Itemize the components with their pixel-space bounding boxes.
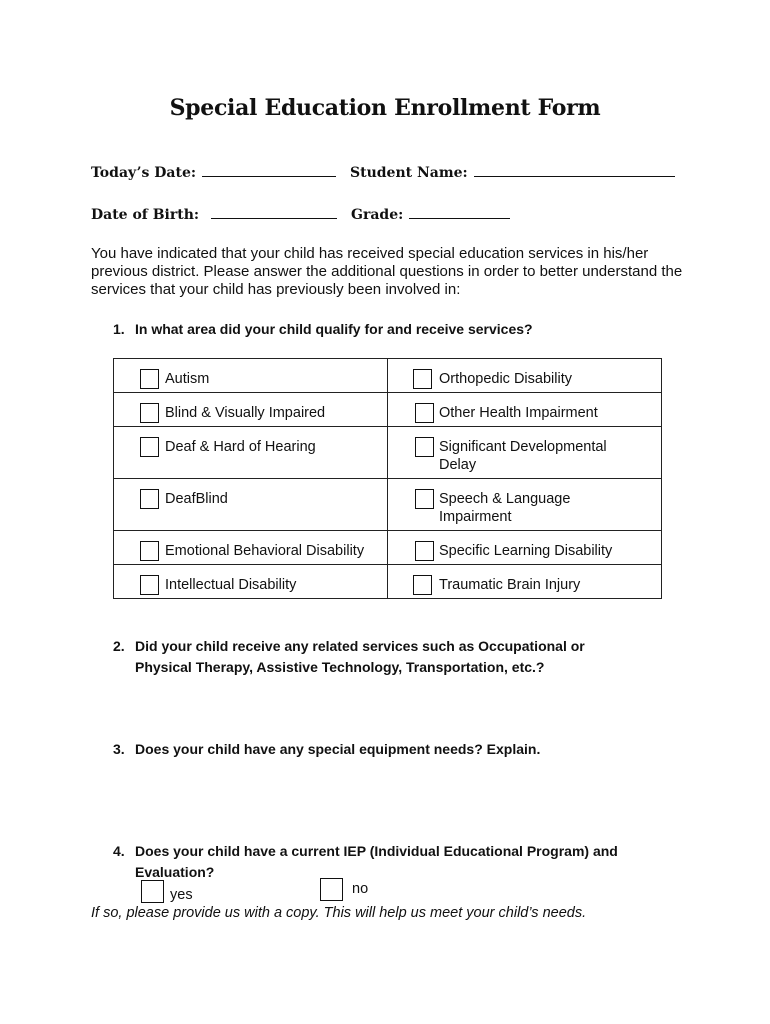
todays-date-field <box>91 162 336 181</box>
iep-no-option[interactable] <box>320 878 420 904</box>
deaf-hard-of-hearing-label: Deaf & Hard of Hearing <box>165 439 316 455</box>
traumatic-brain-injury-label: Traumatic Brain Injury <box>439 577 581 593</box>
orthopedic-disability-checkbox[interactable] <box>413 369 432 389</box>
grade-field <box>351 204 510 223</box>
deafblind-checkbox[interactable] <box>140 489 159 509</box>
other-health-impairment-label: Other Health Impairment <box>439 405 598 421</box>
iep-copy-note: If so, please provide us with a copy. This will help us meet your child’s needs. <box>91 905 587 921</box>
date-of-birth-field <box>91 204 337 223</box>
grade-input-line[interactable] <box>409 204 510 219</box>
question-3-number: 3. <box>113 741 125 757</box>
other-health-impairment-checkbox[interactable] <box>415 403 434 423</box>
blind-visually-impaired-label: Blind & Visually Impaired <box>165 405 326 421</box>
question-3-text: Does your child have any special equipment needs? Explain. <box>135 741 541 757</box>
speech-language-impairment-label: Speech & Language Impairment <box>439 491 571 525</box>
emotional-behavioral-disability-label: Emotional Behavioral Disability <box>165 543 365 559</box>
student-name-label: Student Name: <box>350 165 468 181</box>
date-of-birth-input-line[interactable] <box>211 204 337 219</box>
deafblind-label: DeafBlind <box>165 491 228 507</box>
date-of-birth-label: Date of Birth: <box>91 207 200 223</box>
autism-label: Autism <box>165 371 210 387</box>
iep-no-checkbox[interactable] <box>320 878 343 901</box>
student-name-input-line[interactable] <box>474 162 675 177</box>
todays-date-input-line[interactable] <box>202 162 336 177</box>
iep-yes-label: yes <box>170 887 193 903</box>
speech-language-impairment-checkbox[interactable] <box>415 489 434 509</box>
question-2-text: Did your child receive any related services such as Occupational or Physical Therapy, Assistive Technology, Transportation, etc.? <box>135 638 585 675</box>
intro-paragraph: You have indicated that your child has received special education services in his/her previous district. Please answer the additional questions in order to better understand the services that your child has previously been involved in: <box>91 245 683 298</box>
specific-learning-disability-label: Specific Learning Disability <box>439 543 613 559</box>
form-title: Special Education Enrollment Form <box>169 95 601 121</box>
question-4-number: 4. <box>113 843 125 859</box>
question-4-text: Does your child have a current IEP (Individual Educational Program) and Evaluation? <box>135 843 618 880</box>
intellectual-disability-checkbox[interactable] <box>140 575 159 595</box>
grade-label: Grade: <box>351 207 404 223</box>
significant-developmental-delay-label: Significant Developmental Delay <box>439 439 607 473</box>
autism-checkbox[interactable] <box>140 369 159 389</box>
question-2-number: 2. <box>113 638 125 654</box>
significant-developmental-delay-checkbox[interactable] <box>415 437 434 457</box>
intellectual-disability-label: Intellectual Disability <box>165 577 297 593</box>
traumatic-brain-injury-checkbox[interactable] <box>413 575 432 595</box>
iep-yes-option[interactable] <box>141 880 261 906</box>
question-1-text: In what area did your child qualify for and receive services? <box>135 321 533 337</box>
todays-date-label: Today’s Date: <box>91 165 197 181</box>
orthopedic-disability-label: Orthopedic Disability <box>439 371 572 387</box>
question-1-number: 1. <box>113 321 125 337</box>
blind-visually-impaired-checkbox[interactable] <box>140 403 159 423</box>
service-areas-table <box>113 358 662 599</box>
iep-no-label: no <box>352 881 369 897</box>
specific-learning-disability-checkbox[interactable] <box>415 541 434 561</box>
student-name-field <box>350 162 675 181</box>
iep-yes-checkbox[interactable] <box>141 880 164 903</box>
emotional-behavioral-disability-checkbox[interactable] <box>140 541 159 561</box>
deaf-hard-of-hearing-checkbox[interactable] <box>140 437 159 457</box>
